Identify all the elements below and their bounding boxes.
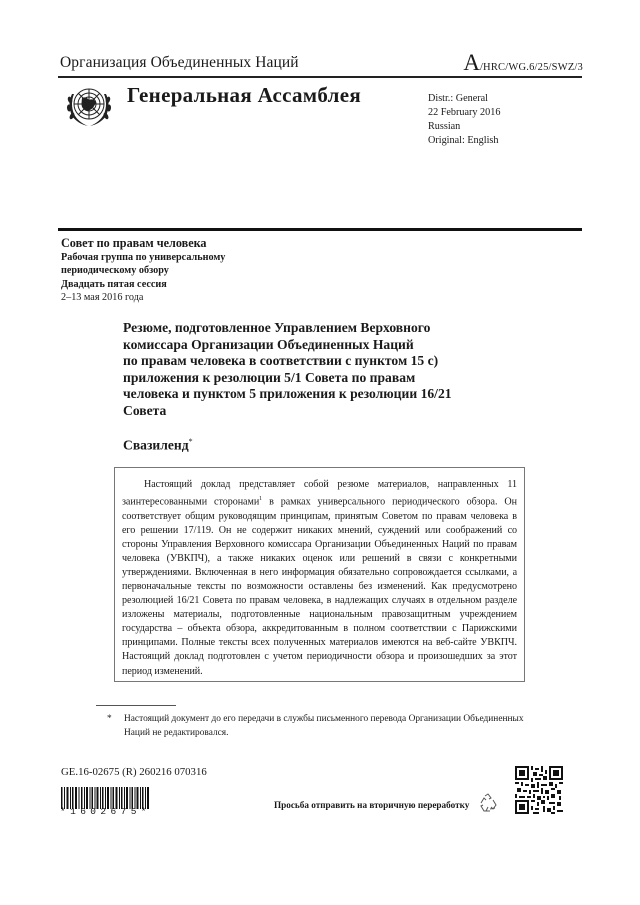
summary-text xyxy=(122,478,517,679)
recycle-icon xyxy=(477,792,499,814)
document-symbol xyxy=(463,50,583,76)
distribution-meta xyxy=(428,92,500,148)
title-line: Совета xyxy=(123,402,167,418)
original-language: Original: English xyxy=(428,135,499,146)
qr-code-icon xyxy=(515,766,563,814)
assembly-title: Генеральная Ассамблея xyxy=(127,83,362,107)
job-number: GE.16-02675 (R) 260216 070316 xyxy=(61,766,207,778)
symbol-suffix: /HRC/WG.6/25/SWZ/3 xyxy=(479,62,583,73)
title-line: приложения к резолюции 5/1 Совета по правам xyxy=(123,369,416,385)
session-dates: 2–13 мая 2016 года xyxy=(61,292,144,303)
title-line: Резюме, подготовленное Управлением Верховного xyxy=(123,320,431,335)
country-heading xyxy=(123,437,193,454)
issue-date: 22 February 2016 xyxy=(428,107,501,118)
document-title xyxy=(123,320,513,419)
session: Двадцать пятая сессия xyxy=(61,278,167,290)
footnote-text: Настоящий документ до его передачи в службы письменного перевода Организации Объединенных Наций не редактировался. xyxy=(124,714,524,738)
country-footnote-marker: * xyxy=(188,437,193,446)
summary-part1: Настоящий доклад представляет собой резюме материалов, направленных 11 заинтересованными сторонами xyxy=(122,479,517,508)
barcode-number: *1602675* xyxy=(60,806,151,817)
working-group-line2: периодическому обзору xyxy=(61,265,169,276)
title-line: человека и пунктом 5 приложения к резолюции 16/21 xyxy=(123,386,452,401)
un-emblem-icon xyxy=(62,80,116,132)
language: Russian xyxy=(428,121,461,132)
council-name: Совет по правам человека xyxy=(61,236,207,250)
header-rule xyxy=(58,76,582,78)
organization-name: Организация Объединенных Наций xyxy=(60,54,299,71)
title-line: по правам человека в соответствии с пунктом 15 с) xyxy=(123,353,439,368)
symbol-prefix: A xyxy=(463,50,480,75)
footnote xyxy=(107,713,527,740)
section-rule xyxy=(58,228,582,231)
council-block xyxy=(61,237,225,305)
footnote-rule xyxy=(96,705,176,706)
title-line: комиссара Организации Объединенных Наций xyxy=(123,336,414,352)
distribution: Distr.: General xyxy=(428,93,488,104)
summary-part2: в рамках универсального периодического обзора. Он соответствует общим руководящим принципам, принятым Советом по правам человека в его решении 17/119. Он не содержит никаких мнений, суждений или соображений со стороны Управления Верховного комиссара Организации Объединенных Наций по правам человека (УВКПЧ), а также никаких оценок или решений в связи с конкретными утверждениями. Включенная в него информация обязательно сопровождается ссылками, а первоначальные тексты по возможности оставлены без изменений. Как предусмотрено резолюцией 16/21 Совета по правам человека, в надлежащих случаях в отдельном разделе изложены материалы, подготовленные национальным правозащитным учреждением государства – объекта обзора, аккредитованным в полном соответствии с Парижскими принципами. Полные тексты всех полученных материалов имеются на веб-сайте УВКПЧ. Настоящий доклад подготовлен с учетом периодичности обзора и произошедших за этот период изменений. xyxy=(122,496,517,677)
working-group-line1: Рабочая группа по универсальному xyxy=(61,251,226,263)
footnote-ref[interactable]: 1 xyxy=(259,496,263,503)
footnote-marker: * xyxy=(107,714,112,724)
country-name: Свазиленд xyxy=(123,437,189,453)
recycle-notice: Просьба отправить на вторичную переработку xyxy=(274,800,470,810)
